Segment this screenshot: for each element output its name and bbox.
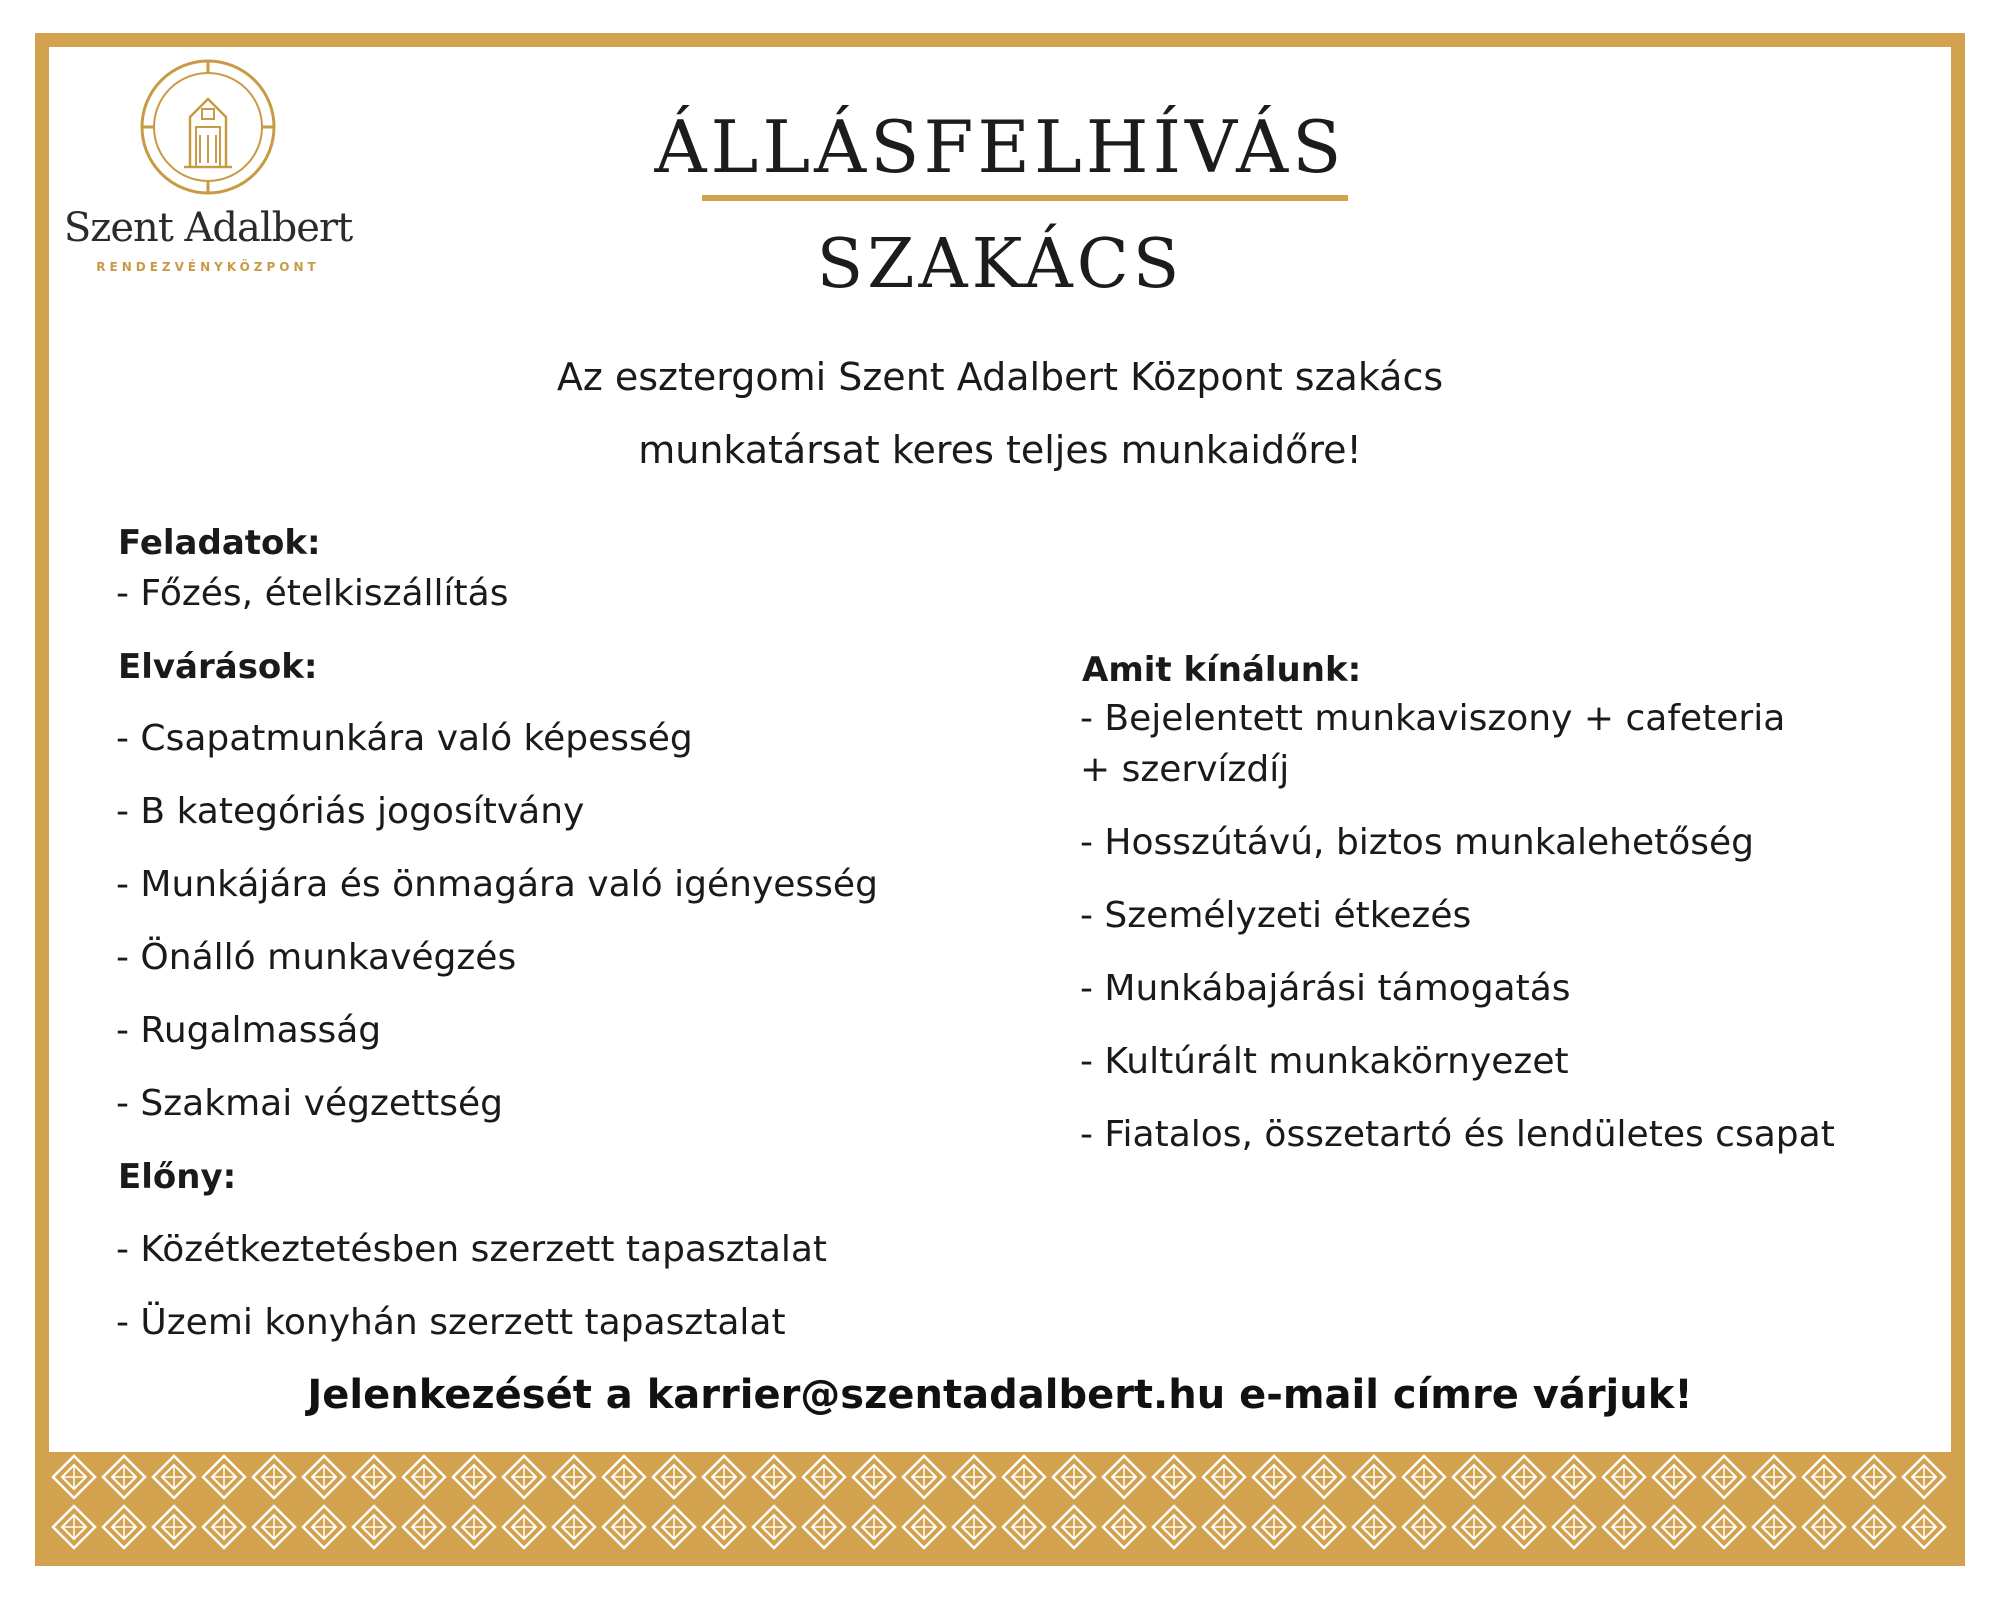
list-item: - Munkájára és önmagára való igényesség xyxy=(116,864,878,905)
list-item: + szervízdíj xyxy=(1080,749,1290,790)
list-item: - Munkábajárási támogatás xyxy=(1080,968,1571,1009)
offer-heading: Amit kínálunk: xyxy=(1082,650,1362,690)
list-item: - B kategóriás jogosítvány xyxy=(116,791,585,832)
position-title: SZAKÁCS xyxy=(816,225,1184,304)
advantage-heading: Előny: xyxy=(118,1157,237,1197)
list-item: - Főzés, ételkiszállítás xyxy=(116,573,509,614)
list-item: - Rugalmasság xyxy=(116,1010,382,1051)
logo-subtitle: RENDEZVÉNYKÖZPONT xyxy=(96,260,320,274)
list-item: - Kultúrált munkakörnyezet xyxy=(1080,1041,1569,1082)
list-item: - Személyzeti étkezés xyxy=(1080,895,1472,936)
list-item: - Csapatmunkára való képesség xyxy=(116,718,693,759)
list-item: - Hosszútávú, biztos munkalehetőség xyxy=(1080,822,1755,863)
diamond-lattice-pattern xyxy=(49,1452,1951,1552)
page-title: ÁLLÁSFELHÍVÁS xyxy=(654,105,1346,189)
intro-line-1: Az esztergomi Szent Adalbert Központ szakács xyxy=(556,355,1444,399)
logo-name: Szent Adalbert xyxy=(63,205,353,251)
list-item: - Szakmai végzettség xyxy=(116,1083,503,1124)
requirements-heading: Elvárások: xyxy=(118,647,318,687)
contact-line: Jelenkezését a karrier@szentadalbert.hu e-mail címre várjuk! xyxy=(307,1372,1693,1418)
list-item: - Fiatalos, összetartó és lendületes csapat xyxy=(1080,1114,1835,1155)
list-item: - Önálló munkavégzés xyxy=(116,937,517,978)
list-item: - Üzemi konyhán szerzett tapasztalat xyxy=(116,1302,786,1343)
intro-line-2: munkatársat keres teljes munkaidőre! xyxy=(638,428,1362,472)
list-item: - Bejelentett munkaviszony + cafeteria xyxy=(1080,698,1786,739)
tasks-heading: Feladatok: xyxy=(118,523,321,563)
list-item: - Közétkeztetésben szerzett tapasztalat xyxy=(116,1229,827,1270)
title-divider xyxy=(702,195,1348,201)
